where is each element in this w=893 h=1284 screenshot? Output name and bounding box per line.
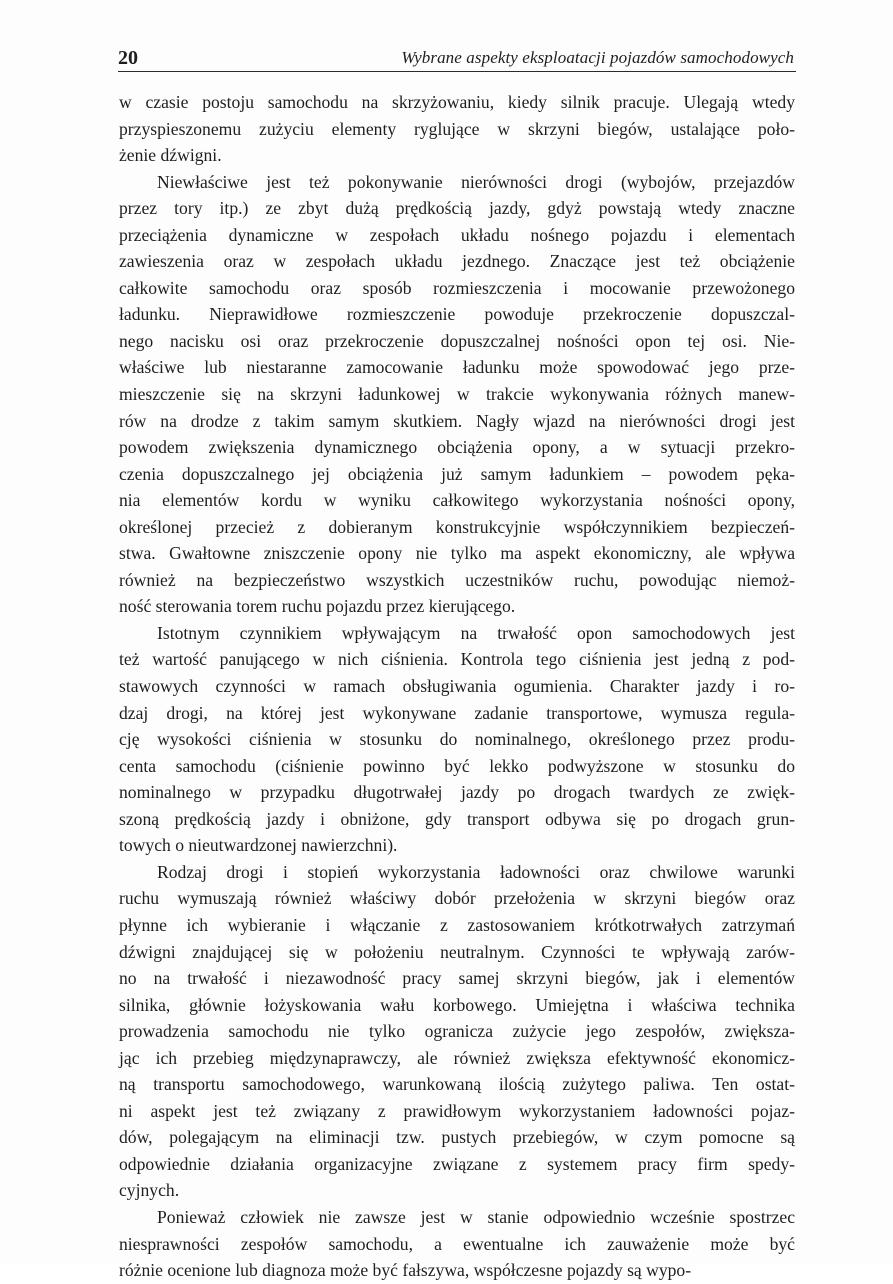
text-line: ruchu wymuszają również właściwy dobór przełożenia w skrzyni biegów oraz <box>119 888 795 909</box>
text-line: czenia dopuszczalnego jej obciążenia już samym ładunkiem – powodem pęka- <box>119 463 795 484</box>
text-line: dźwigni znajdującej się w położeniu neutralnym. Czynności te wpływają zarów- <box>119 941 795 962</box>
text-line: przeciążenia dynamiczne w zespołach układu nośnego pojazdu i elementach <box>119 224 795 245</box>
text-line: niesprawności zespołów samochodu, a ewentualne ich zauważenie może być <box>119 1233 795 1254</box>
text-line: ność sterowania torem ruchu pojazdu przez kierującego. <box>119 596 516 617</box>
paragraph <box>119 89 795 169</box>
text-line: odpowiednie działania organizacyjne związane z systemem pracy firm spedy- <box>119 1153 795 1174</box>
text-line: nego nacisku osi oraz przekroczenie dopuszczalnej nośności opon tej osi. Nie- <box>119 330 795 351</box>
text-line: centa samochodu (ciśnienie powinno być lekko podwyższone w stosunku do <box>119 755 795 776</box>
text-line: szoną prędkością jazdy i obniżone, gdy transport odbywa się po drogach grun- <box>119 808 795 829</box>
text-line: no na trwałość i niezawodność pracy samej skrzyni biegów, jak i elementów <box>119 968 795 989</box>
paragraph <box>119 169 795 620</box>
text-line: przyspieszonemu zużyciu elementy ryglujące w skrzyni biegów, ustalające poło- <box>119 118 795 139</box>
text-line: nominalnego w przypadku długotrwałej jazdy po drogach twardych ze zwięk- <box>119 782 795 803</box>
paragraph <box>119 1204 795 1284</box>
page-number: 20 <box>118 47 138 69</box>
text-line: cję wysokości ciśnienia w stosunku do nominalnego, określonego przez produ- <box>119 729 795 750</box>
text-line: jąc ich przebieg międzynaprawczy, ale również zwiększa efektywność ekonomicz- <box>119 1047 795 1068</box>
text-line: zawieszenia oraz w zespołach układu jezdnego. Znaczące jest też obciążenie <box>119 251 795 272</box>
text-line: Niewłaściwe jest też pokonywanie nierówności drogi (wybojów, przejazdów <box>157 171 795 192</box>
text-line: również na bezpieczeństwo wszystkich uczestników ruchu, powodując niemoż- <box>119 569 795 590</box>
running-title: Wybrane aspekty eksploatacji pojazdów samochodowych <box>401 48 794 67</box>
text-line: Istotnym czynnikiem wpływającym na trwałość opon samochodowych jest <box>157 622 795 643</box>
text-line: dów, polegającym na eliminacji tzw. pustych przebiegów, w czym pomocne są <box>119 1127 795 1148</box>
text-line: żenie dźwigni. <box>119 145 222 166</box>
running-header <box>118 43 796 72</box>
text-line: ładunku. Nieprawidłowe rozmieszczenie powoduje przekroczenie dopuszczal- <box>119 304 795 325</box>
text-line: stwa. Gwałtowne zniszczenie opony nie tylko ma aspekt ekonomiczny, ale wpływa <box>119 543 795 564</box>
text-line: przez tory itp.) ze zbyt dużą prędkością jazdy, gdyż powstają wtedy znaczne <box>119 198 795 219</box>
text-line: powodem zwiększenia dynamicznego obciążenia opony, a w sytuacji przekro- <box>119 437 795 458</box>
text-line: płynne ich wybieranie i włączanie z zastosowaniem krótkotrwałych zatrzymań <box>119 914 795 935</box>
text-line: ną transportu samochodowego, warunkowaną ilością zużytego paliwa. Ten ostat- <box>119 1074 795 1095</box>
text-line: całkowite samochodu oraz sposób rozmieszczenia i mocowanie przewożonego <box>119 277 795 298</box>
text-line: określonej przecież z dobieranym konstrukcyjnie współczynnikiem bezpieczeń- <box>119 516 795 537</box>
text-line: też wartość panującego w nich ciśnienia. Kontrola tego ciśnienia jest jedną z pod- <box>119 649 795 670</box>
text-line: nia elementów kordu w wyniku całkowitego wykorzystania nośności opony, <box>119 490 795 511</box>
text-line: ni aspekt jest też związany z prawidłowym wykorzystaniem ładowności pojaz- <box>119 1100 795 1121</box>
text-line: towych o nieutwardzonej nawierzchni). <box>119 835 398 856</box>
text-line: w czasie postoju samochodu na skrzyżowaniu, kiedy silnik pracuje. Ulegają wtedy <box>119 92 795 112</box>
text-line: właściwe lub niestaranne zamocowanie ładunku może spowodować jego prze- <box>119 357 795 378</box>
paragraph <box>119 859 795 1204</box>
text-line: Rodzaj drogi i stopień wykorzystania ładowności oraz chwilowe warunki <box>157 861 795 882</box>
text-line: różnie ocenione lub diagnoza może być fałszywa, współczesne pojazdy są wypo- <box>119 1260 692 1281</box>
text-line: rów na drodze z takim samym skutkiem. Nagły wjazd na nierówności drogi jest <box>119 410 795 431</box>
paragraph <box>119 620 795 859</box>
body-text <box>119 89 795 1284</box>
text-line: dzaj drogi, na której jest wykonywane zadanie transportowe, wymusza regula- <box>119 702 795 723</box>
text-line: stawowych czynności w ramach obsługiwania ogumienia. Charakter jazdy i ro- <box>119 676 795 697</box>
text-line: Ponieważ człowiek nie zawsze jest w stanie odpowiednio wcześnie spostrzec <box>157 1206 795 1227</box>
text-line: cyjnych. <box>119 1180 180 1201</box>
text-line: mieszczenie się na skrzyni ładunkowej w trakcie wykonywania różnych manew- <box>119 384 795 405</box>
text-line: prowadzenia samochodu nie tylko ogranicza zużycie jego zespołów, zwiększa- <box>119 1021 795 1042</box>
text-line: silnika, głównie łożyskowania wału korbowego. Umiejętna i właściwa technika <box>119 994 795 1015</box>
